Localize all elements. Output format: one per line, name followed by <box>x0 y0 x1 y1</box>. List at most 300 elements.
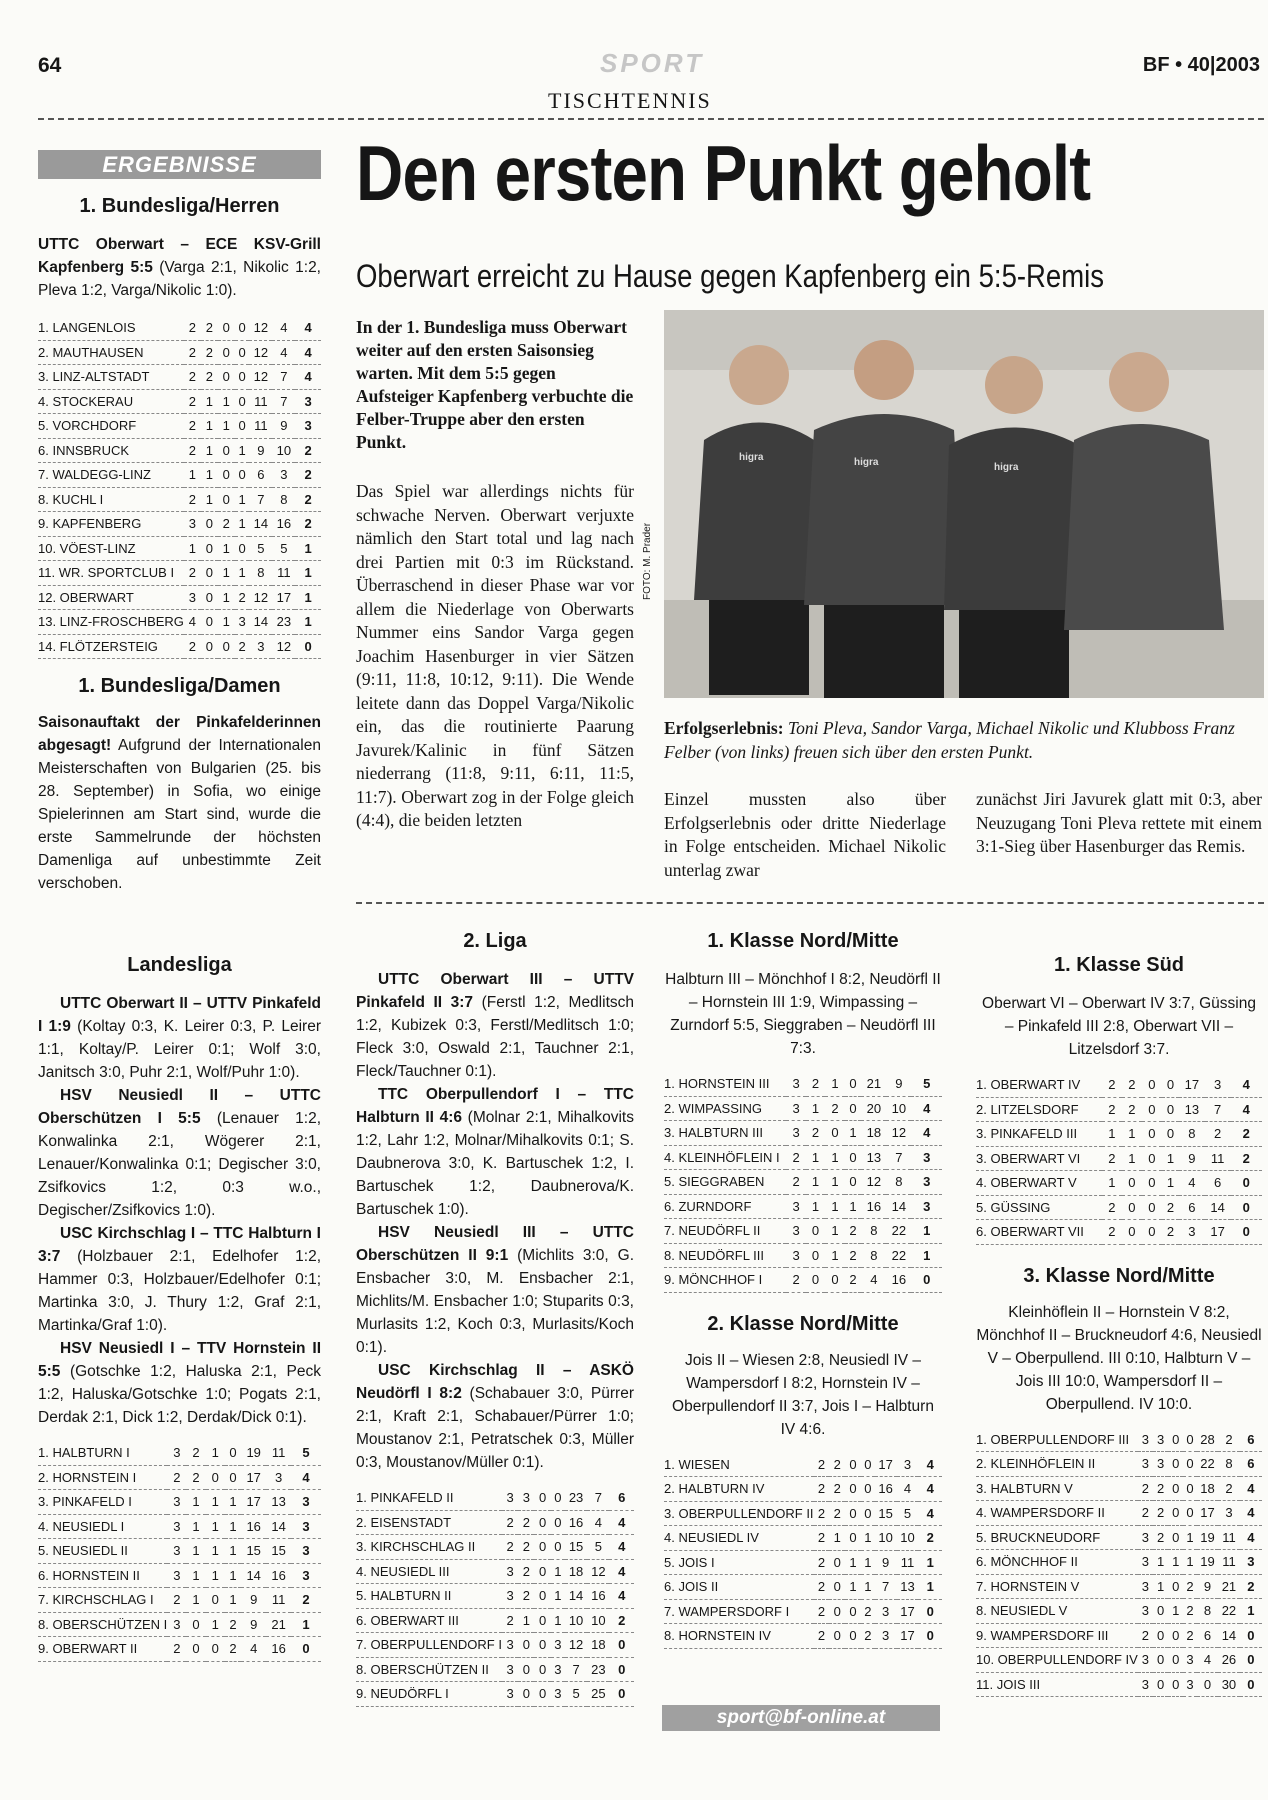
stat-cell: 0 <box>206 1588 225 1613</box>
stat-cell: 6 <box>1197 1623 1218 1648</box>
points-cell: 3 <box>291 1514 321 1539</box>
stat-cell: 9 <box>875 1550 897 1575</box>
table-row <box>976 1623 1262 1648</box>
stat-cell: 0 <box>1122 1171 1142 1196</box>
stat-cell: 12 <box>886 1121 911 1146</box>
table-row <box>38 561 321 586</box>
stat-cell: 1 <box>186 1539 205 1564</box>
stat-cell: 5 <box>565 1682 587 1707</box>
stat-cell: 10 <box>886 1096 911 1121</box>
points-cell: 1 <box>295 610 321 635</box>
points-cell: 3 <box>1240 1550 1262 1575</box>
stat-cell: 1 <box>825 1072 844 1096</box>
svg-text:higra: higra <box>994 462 1019 473</box>
stat-cell: 1 <box>218 610 235 635</box>
stat-cell: 15 <box>565 1535 587 1560</box>
stat-cell: 0 <box>1153 1623 1168 1648</box>
points-cell: 2 <box>1240 1574 1262 1599</box>
stat-cell: 16 <box>266 1637 291 1662</box>
points-cell: 4 <box>918 1453 942 1477</box>
table-row <box>38 365 321 390</box>
stat-cell: 0 <box>235 463 250 488</box>
stat-cell: 0 <box>201 585 218 610</box>
team-name: 3. HALBTURN III <box>664 1121 786 1146</box>
table-row <box>38 316 321 340</box>
table-row <box>356 1657 634 1682</box>
team-name: 14. FLÖTZERSTEIG <box>38 634 184 659</box>
team-name: 3. PINKAFELD I <box>38 1490 167 1515</box>
table-row <box>356 1559 634 1584</box>
stat-cell: 1 <box>218 414 235 439</box>
team-name: 12. OBERWART <box>38 585 184 610</box>
points-cell: 4 <box>609 1535 634 1560</box>
landesliga-title: Landesliga <box>127 954 232 976</box>
stat-cell: 0 <box>534 1535 550 1560</box>
herren-result: UTTC Oberwart – ECE KSV-Grill Kapfenberg 5:5 (Varga 2:1, Nikolic 1:2, Pleva 1:2, Varga/Nikolic 1:0). <box>38 236 321 299</box>
subheadline: Oberwart erreicht zu Hause gegen Kapfenberg ein 5:5-Remis <box>356 258 1105 294</box>
header-divider <box>38 118 1264 120</box>
stat-cell: 0 <box>806 1219 825 1244</box>
stat-cell: 1 <box>186 1588 205 1613</box>
table-row <box>976 1599 1262 1624</box>
table-row <box>976 1550 1262 1575</box>
points-cell: 1 <box>918 1575 942 1600</box>
table-row <box>38 610 321 635</box>
article-lead: In der 1. Bundesliga muss Oberwart weiter auf den ersten Saisonsieg warten. Mit dem 5:5 gegen Aufsteiger Kapfenberg verbuchte die Felber-Truppe aber den ersten Punkt. <box>356 317 634 452</box>
table-row <box>664 1268 942 1293</box>
stat-cell: 11 <box>266 1441 291 1465</box>
table-row <box>356 1682 634 1707</box>
stat-cell: 1 <box>201 463 218 488</box>
sued1-results: Oberwart VI – Oberwart IV 3:7, Güssing – Pinkafeld III 2:8, Oberwart VII – Litzelsdorf 3:7. <box>982 995 1256 1058</box>
stat-cell: 0 <box>201 610 218 635</box>
stat-cell: 2 <box>1218 1428 1239 1452</box>
stat-cell: 2 <box>1153 1525 1168 1550</box>
stat-cell: 5 <box>272 536 295 561</box>
stat-cell: 2 <box>186 1441 205 1465</box>
team-name: 1. OBERWART IV <box>976 1073 1102 1097</box>
stat-cell: 2 <box>1183 1623 1196 1648</box>
team-name: 5. HALBTURN II <box>356 1584 502 1609</box>
stat-cell: 3 <box>1138 1525 1153 1550</box>
stat-cell: 3 <box>184 512 201 537</box>
stat-cell: 3 <box>502 1559 518 1584</box>
stat-cell: 1 <box>861 1550 875 1575</box>
points-cell: 6 <box>1240 1428 1262 1452</box>
results-divider <box>356 902 1264 904</box>
stat-cell: 2 <box>786 1268 805 1293</box>
stat-cell: 0 <box>235 365 250 390</box>
stat-cell: 12 <box>565 1633 587 1658</box>
points-cell: 4 <box>291 1465 321 1490</box>
stat-cell: 0 <box>1142 1073 1162 1097</box>
stat-cell: 0 <box>845 1501 861 1526</box>
stat-cell: 12 <box>249 316 272 340</box>
stat-cell: 28 <box>1197 1428 1218 1452</box>
team-name: 8. NEUSIEDL V <box>976 1599 1138 1624</box>
stat-cell: 9 <box>241 1588 266 1613</box>
stat-cell: 7 <box>249 487 272 512</box>
stat-cell: 17 <box>241 1490 266 1515</box>
stat-cell: 12 <box>249 365 272 390</box>
stat-cell: 4 <box>1179 1171 1205 1196</box>
stat-cell: 0 <box>1153 1599 1168 1624</box>
stat-cell: 1 <box>551 1559 565 1584</box>
team-name: 3. OBERWART VI <box>976 1146 1102 1171</box>
team-name: 3. LINZ-ALTSTADT <box>38 365 184 390</box>
team-name: 7. WALDEGG-LINZ <box>38 463 184 488</box>
points-cell: 0 <box>1231 1195 1262 1220</box>
table-row <box>38 1490 321 1515</box>
stat-cell: 9 <box>1197 1574 1218 1599</box>
points-cell: 4 <box>609 1559 634 1584</box>
team-name: 1. WIESEN <box>664 1453 814 1477</box>
team-name: 2. EISENSTADT <box>356 1510 502 1535</box>
table-row <box>356 1486 634 1510</box>
page-number: 64 <box>38 54 62 77</box>
stat-cell: 1 <box>225 1490 241 1515</box>
stat-cell: 22 <box>1218 1599 1239 1624</box>
stat-cell: 0 <box>845 1477 861 1502</box>
stat-cell: 7 <box>875 1575 897 1600</box>
stat-cell: 0 <box>218 634 235 659</box>
stat-cell: 3 <box>167 1539 186 1564</box>
stat-cell: 0 <box>861 1501 875 1526</box>
svg-text:higra: higra <box>854 457 879 468</box>
stat-cell: 0 <box>534 1657 550 1682</box>
sued1-title: 1. Klasse Süd <box>1053 954 1185 976</box>
stat-cell: 4 <box>272 340 295 365</box>
points-cell: 4 <box>918 1501 942 1526</box>
results-banner: ERGEBNISSE <box>38 150 321 179</box>
stat-cell: 2 <box>225 1637 241 1662</box>
stat-cell: 0 <box>218 340 235 365</box>
stat-cell: 2 <box>1102 1146 1122 1171</box>
stat-cell: 1 <box>218 561 235 586</box>
stat-cell: 18 <box>587 1633 609 1658</box>
stat-cell: 1 <box>825 1145 844 1170</box>
stat-cell: 7 <box>587 1486 609 1510</box>
stat-cell: 3 <box>786 1243 805 1268</box>
stat-cell: 1 <box>225 1514 241 1539</box>
team-name: 4. KLEINHÖFLEIN I <box>664 1145 786 1170</box>
points-cell: 0 <box>1231 1220 1262 1245</box>
liga2-title: 2. Liga <box>463 930 527 952</box>
stat-cell: 1 <box>806 1145 825 1170</box>
stat-cell: 1 <box>218 536 235 561</box>
article-body-1: Das Spiel war allerdings nichts für schwache Nerven. Oberwart verjuxte nämlich den Start total und lag nach drei Partien mit 0:3 im Rückstand. Überraschend in dieser Phase war vor allem die Niederlage von Oberwarts Nummer eins Sandor Varga gegen Joachim Hasenburger in vier Sätzen (9:11, 11:8, 10:12, 9:11). Die Wende leitete dann das Doppel Varga/Nikolic ein, das die routinierte Paarung Javurek/Kalinic in fünf Sätzen niederrang (11:8, 9:11, 6:11, 11:5, 11:7). Oberwart zog in der Folge gleich (4:4), die beiden letzten <box>356 481 634 830</box>
stat-cell: 14 <box>886 1194 911 1219</box>
stat-cell: 3 <box>551 1657 565 1682</box>
stat-cell: 3 <box>518 1486 534 1510</box>
stat-cell: 3 <box>551 1682 565 1707</box>
sued1-section <box>976 952 1262 1697</box>
stat-cell: 2 <box>167 1465 186 1490</box>
stat-cell: 7 <box>886 1145 911 1170</box>
stat-cell: 1 <box>186 1563 205 1588</box>
table-row <box>976 1648 1262 1673</box>
stat-cell: 3 <box>875 1599 897 1624</box>
team-name: 8. HORNSTEIN IV <box>664 1624 814 1649</box>
stat-cell: 1 <box>225 1563 241 1588</box>
stat-cell: 25 <box>587 1682 609 1707</box>
points-cell: 5 <box>291 1441 321 1465</box>
stat-cell: 0 <box>206 1465 225 1490</box>
stat-cell: 2 <box>184 414 201 439</box>
stat-cell: 16 <box>272 512 295 537</box>
match-result: TTC Oberpullendorf I – TTC Halbturn II 4:6 (Molnar 2:1, Mihalkovits 1:2, Lahr 1:2, Molnar/Mihalkovits 0:1; S. Daubnerova 3:0, K. Bartuschek 1:2, I. Bartuschek 1:2, Daubnerova/K. Bartuschek 1:0). <box>356 1086 634 1218</box>
points-cell: 2 <box>295 487 321 512</box>
stat-cell: 3 <box>1183 1672 1196 1697</box>
table-row <box>976 1525 1262 1550</box>
stat-cell: 1 <box>201 389 218 414</box>
stat-cell: 0 <box>551 1535 565 1560</box>
stat-cell: 0 <box>1168 1476 1183 1501</box>
stat-cell: 9 <box>272 414 295 439</box>
svg-text:higra: higra <box>739 452 764 463</box>
stat-cell: 0 <box>534 1486 550 1510</box>
stat-cell: 1 <box>235 512 250 537</box>
stat-cell: 1 <box>201 487 218 512</box>
team-name: 7. NEUDÖRFL II <box>664 1219 786 1244</box>
stat-cell: 1 <box>845 1550 861 1575</box>
stat-cell: 2 <box>184 438 201 463</box>
stat-cell: 3 <box>1138 1648 1153 1673</box>
stat-cell: 0 <box>1122 1220 1142 1245</box>
stat-cell: 0 <box>218 487 235 512</box>
stat-cell: 1 <box>1153 1574 1168 1599</box>
damen-text: Saisonauftakt der Pinkafelderinnen abgesagt! Aufgrund der Internationalen Meisterschaften von Bulgarien (25. bis 28. September) in Sofia, wo einige Spielerinnen am Start sind, wurde die erste Sammelrunde der höchsten Damenliga auf unbestimmte Zeit verschoben. <box>38 714 321 892</box>
stat-cell: 0 <box>518 1633 534 1658</box>
stat-cell: 3 <box>249 634 272 659</box>
stat-cell: 0 <box>1162 1073 1179 1097</box>
stat-cell: 1 <box>845 1121 862 1146</box>
table-row <box>664 1575 942 1600</box>
stat-cell: 1 <box>1102 1122 1122 1147</box>
stat-cell: 8 <box>1179 1122 1205 1147</box>
points-cell: 0 <box>918 1624 942 1649</box>
stat-cell: 17 <box>1197 1501 1218 1526</box>
stat-cell: 10 <box>875 1526 897 1551</box>
nordmitte3-results: Kleinhöflein II – Hornstein V 8:2, Mönchhof II – Bruckneudorf 4:6, Neusiedl V – Oberpullend. III 0:10, Halbturn V – Jois III 10:0, Wampersdorf II – Oberpullend. IV 10:0. <box>976 1303 1262 1413</box>
table-row <box>38 1588 321 1613</box>
stat-cell: 2 <box>201 316 218 340</box>
table-row <box>38 414 321 439</box>
team-name: 6. JOIS II <box>664 1575 814 1600</box>
team-name: 5. JOIS I <box>664 1550 814 1575</box>
points-cell: 0 <box>1240 1648 1262 1673</box>
stat-cell: 30 <box>1218 1672 1239 1697</box>
stat-cell: 2 <box>184 340 201 365</box>
stat-cell: 1 <box>806 1170 825 1195</box>
team-name: 6. MÖNCHHOF II <box>976 1550 1138 1575</box>
stat-cell: 3 <box>1205 1073 1231 1097</box>
points-cell: 1 <box>911 1243 942 1268</box>
table-row <box>976 1476 1262 1501</box>
team-name: 7. OBERPULLENDORF I <box>356 1633 502 1658</box>
stat-cell: 3 <box>167 1441 186 1465</box>
team-name: 9. MÖNCHHOF I <box>664 1268 786 1293</box>
stat-cell: 8 <box>1218 1452 1239 1477</box>
table-row <box>664 1170 942 1195</box>
team-name: 10. OBERPULLENDORF IV <box>976 1648 1138 1673</box>
stat-cell: 1 <box>184 463 201 488</box>
stat-cell: 2 <box>235 634 250 659</box>
stat-cell: 3 <box>1218 1501 1239 1526</box>
stat-cell: 0 <box>1168 1672 1183 1697</box>
stat-cell: 4 <box>184 610 201 635</box>
points-cell: 3 <box>911 1194 942 1219</box>
stat-cell: 13 <box>897 1575 919 1600</box>
team-name: 4. NEUSIEDL I <box>38 1514 167 1539</box>
email-link[interactable]: sport@bf-online.at <box>662 1705 940 1731</box>
points-cell: 4 <box>295 316 321 340</box>
table-row <box>38 1612 321 1637</box>
table-row <box>356 1608 634 1633</box>
stat-cell: 4 <box>587 1510 609 1535</box>
points-cell: 0 <box>609 1633 634 1658</box>
team-photo <box>664 310 1264 698</box>
team-name: 6. HORNSTEIN II <box>38 1563 167 1588</box>
stat-cell: 5 <box>249 536 272 561</box>
stat-cell: 3 <box>786 1194 805 1219</box>
stat-cell: 4 <box>1197 1648 1218 1673</box>
stat-cell: 11 <box>266 1588 291 1613</box>
stat-cell: 1 <box>206 1563 225 1588</box>
stat-cell: 11 <box>1218 1550 1239 1575</box>
stat-cell: 0 <box>845 1599 861 1624</box>
stat-cell: 7 <box>272 365 295 390</box>
section-label: SPORT <box>600 48 705 78</box>
stat-cell: 17 <box>241 1465 266 1490</box>
stat-cell: 4 <box>272 316 295 340</box>
table-row <box>976 1452 1262 1477</box>
stat-cell: 0 <box>1197 1672 1218 1697</box>
stat-cell: 0 <box>201 512 218 537</box>
stat-cell: 0 <box>225 1465 241 1490</box>
team-name: 8. OBERSCHÜTZEN I <box>38 1612 167 1637</box>
team-name: 11. JOIS III <box>976 1672 1138 1697</box>
stat-cell: 9 <box>241 1612 266 1637</box>
team-name: 2. KLEINHÖFLEIN II <box>976 1452 1138 1477</box>
stat-cell: 21 <box>266 1612 291 1637</box>
stat-cell: 0 <box>845 1526 861 1551</box>
stat-cell: 3 <box>502 1657 518 1682</box>
stat-cell: 3 <box>266 1465 291 1490</box>
stat-cell: 0 <box>1168 1525 1183 1550</box>
table-row <box>664 1096 942 1121</box>
team-name: 2. HALBTURN IV <box>664 1477 814 1502</box>
table-row <box>38 438 321 463</box>
table-row <box>976 1574 1262 1599</box>
stat-cell: 19 <box>1197 1525 1218 1550</box>
stat-cell: 1 <box>1168 1599 1183 1624</box>
table-row <box>38 1514 321 1539</box>
stat-cell: 2 <box>518 1584 534 1609</box>
table-row <box>664 1624 942 1649</box>
stat-cell: 2 <box>1138 1623 1153 1648</box>
points-cell: 2 <box>295 512 321 537</box>
stat-cell: 3 <box>235 610 250 635</box>
stat-cell: 15 <box>241 1539 266 1564</box>
stat-cell: 0 <box>218 438 235 463</box>
stat-cell: 17 <box>875 1453 897 1477</box>
team-name: 1. HALBTURN I <box>38 1441 167 1465</box>
stat-cell: 10 <box>565 1608 587 1633</box>
stat-cell: 4 <box>241 1637 266 1662</box>
stat-cell: 20 <box>861 1096 886 1121</box>
table-row <box>664 1599 942 1624</box>
stat-cell: 2 <box>184 389 201 414</box>
stat-cell: 2 <box>814 1453 830 1477</box>
stat-cell: 2 <box>184 634 201 659</box>
stat-cell: 0 <box>845 1170 862 1195</box>
stat-cell: 0 <box>206 1637 225 1662</box>
stat-cell: 12 <box>249 585 272 610</box>
team-name: 3. KIRCHSCHLAG II <box>356 1535 502 1560</box>
stat-cell: 0 <box>1162 1097 1179 1122</box>
stat-cell: 12 <box>861 1170 886 1195</box>
stat-cell: 1 <box>825 1170 844 1195</box>
stat-cell: 11 <box>1218 1525 1239 1550</box>
stat-cell: 0 <box>845 1145 862 1170</box>
stat-cell: 2 <box>1153 1501 1168 1526</box>
stat-cell: 2 <box>1102 1195 1122 1220</box>
points-cell: 5 <box>911 1072 942 1096</box>
stat-cell: 0 <box>201 561 218 586</box>
stat-cell: 0 <box>235 414 250 439</box>
stat-cell: 0 <box>829 1550 845 1575</box>
stat-cell: 0 <box>1168 1623 1183 1648</box>
points-cell: 4 <box>295 340 321 365</box>
stat-cell: 0 <box>534 1559 550 1584</box>
points-cell: 4 <box>918 1477 942 1502</box>
stat-cell: 21 <box>861 1072 886 1096</box>
stat-cell: 0 <box>845 1072 862 1096</box>
stat-cell: 3 <box>786 1121 805 1146</box>
nordmitte1-section <box>664 928 942 1649</box>
points-cell: 4 <box>1231 1097 1262 1122</box>
stat-cell: 2 <box>814 1599 830 1624</box>
stat-cell: 11 <box>897 1550 919 1575</box>
points-cell: 4 <box>1240 1525 1262 1550</box>
stat-cell: 6 <box>1179 1195 1205 1220</box>
points-cell: 3 <box>295 414 321 439</box>
article-body-2: Einzel mussten also über Erfolgserlebnis oder dritte Niederlage in Folge entscheiden. Michael Nikolic unterlag zwar <box>664 789 946 880</box>
table-row <box>356 1535 634 1560</box>
stat-cell: 0 <box>534 1682 550 1707</box>
stat-cell: 14 <box>249 610 272 635</box>
stat-cell: 2 <box>814 1526 830 1551</box>
stat-cell: 16 <box>875 1477 897 1502</box>
stat-cell: 0 <box>534 1633 550 1658</box>
team-name: 9. OBERWART II <box>38 1637 167 1662</box>
match-result: HSV Neusiedl II – UTTC Oberschützen I 5:5 (Lenauer 1:2, Konwalinka 2:1, Wögerer 2:1, Lenauer/Konwalinka 0:1; Degischer 3:0, Zsifkovics 1:2, 0:3 w.o., Degischer/Zsifkovics 1:0). <box>38 1087 321 1219</box>
stat-cell: 1 <box>235 487 250 512</box>
stat-cell: 0 <box>235 389 250 414</box>
sued1-table <box>976 1073 1262 1245</box>
stat-cell: 0 <box>1122 1195 1142 1220</box>
stat-cell: 1 <box>225 1539 241 1564</box>
article-body-3: zunächst Jiri Javurek glatt mit 0:3, aber Neuzugang Toni Pleva rettete mit einem 3:1-Sieg über Hasenburger das Remis. <box>976 789 1262 856</box>
stat-cell: 0 <box>806 1243 825 1268</box>
landesliga-matches <box>38 992 321 1429</box>
stat-cell: 0 <box>534 1584 550 1609</box>
points-cell: 0 <box>918 1599 942 1624</box>
team-name: 6. ZURNDORF <box>664 1194 786 1219</box>
stat-cell: 0 <box>825 1121 844 1146</box>
stat-cell: 2 <box>861 1624 875 1649</box>
